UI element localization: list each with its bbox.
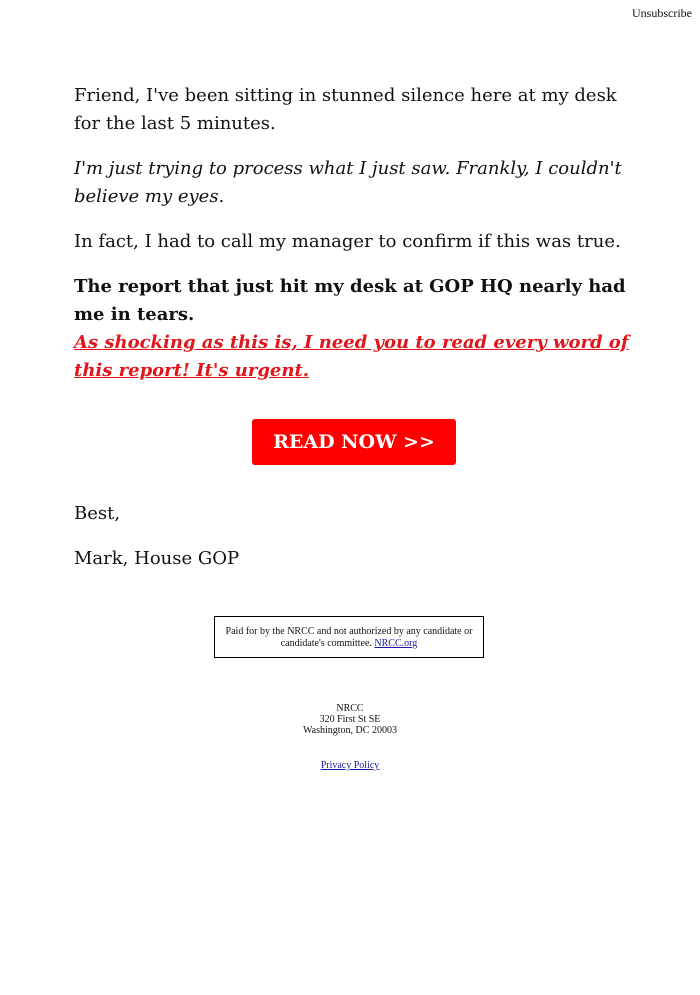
privacy-policy-link[interactable]: Privacy Policy [320, 760, 380, 771]
unsubscribe-link[interactable]: Unsubscribe [632, 6, 692, 20]
manager-paragraph: In fact, I had to call my manager to confirm if this was true. [74, 231, 621, 252]
org-name: NRCC [336, 703, 364, 714]
address-line1: 320 First St SE [319, 714, 381, 725]
paid-for-disclaimer [214, 616, 484, 658]
urgent-report-link[interactable]: As shocking as this is, I need you to read every word of this report! It's urgent. [74, 332, 629, 381]
report-headline: The report that just hit my desk at GOP HQ nearly had me in tears. [74, 276, 626, 325]
mailing-address [0, 703, 700, 736]
cta-container [74, 419, 634, 465]
signature: Mark, House GOP [74, 548, 240, 569]
signoff: Best, [74, 503, 121, 524]
read-now-button[interactable]: READ NOW >> [252, 419, 456, 465]
address-line2: Washington, DC 20003 [303, 725, 397, 736]
italic-paragraph: I'm just trying to process what I just saw. Frankly, I couldn't believe my eyes. [74, 158, 622, 207]
intro-paragraph: Friend, I've been sitting in stunned silence here at my desk for the last 5 minutes. [74, 85, 617, 134]
privacy-container [0, 760, 700, 771]
disclaimer-text: Paid for by the NRCC and not authorized by any candidate or candidate's committee. [225, 626, 473, 649]
nrcc-link[interactable]: NRCC.org [374, 638, 418, 649]
email-body [74, 82, 634, 590]
